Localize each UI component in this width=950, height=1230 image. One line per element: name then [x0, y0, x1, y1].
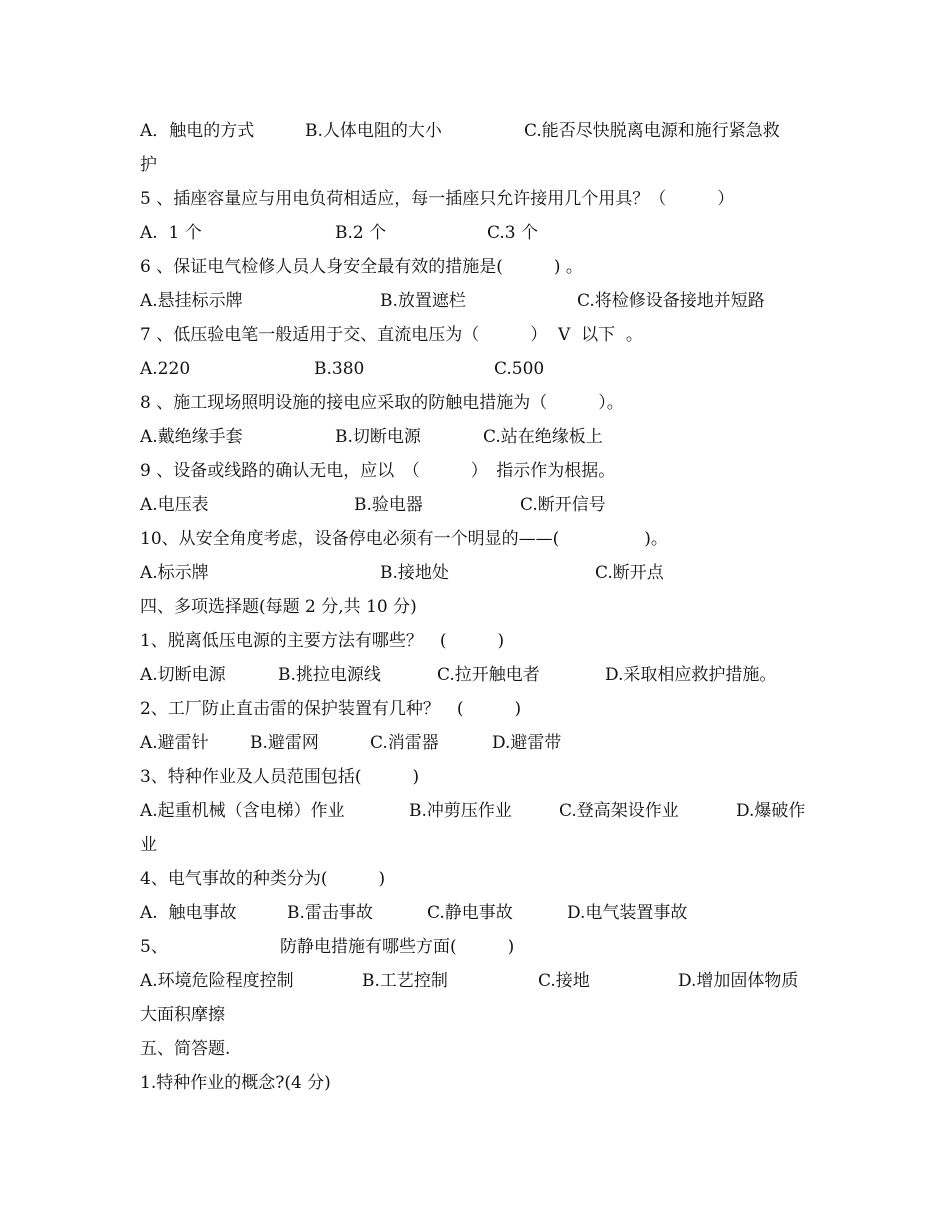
option-line	[140, 488, 820, 522]
option-c: C.拉开触电者	[437, 665, 540, 685]
question-mc-2: 2、工厂防止直击雷的保护装置有几种？ ( )	[140, 699, 522, 719]
option-a: A.电压表	[140, 495, 209, 515]
option-a: A. 触电事故	[140, 903, 237, 923]
option-line	[140, 726, 820, 760]
option-a: A.戴绝缘手套	[140, 427, 243, 447]
question-8: 8 、施工现场照明设施的接电应采取的防触电措施为（ ）。	[140, 393, 624, 413]
option-d: D.增加固体物质	[678, 971, 799, 991]
option-a: A.220	[140, 359, 191, 379]
option-c: C.断开点	[595, 563, 664, 583]
option-c: C.登高架设作业	[559, 801, 679, 821]
question-mc-5	[140, 930, 820, 964]
option-line	[140, 352, 820, 386]
section-heading-multiple-choice: 四、多项选择题(每题 2 分,共 10 分)	[140, 597, 417, 617]
option-d: D.避雷带	[492, 733, 562, 753]
question-mc-3: 3、特种作业及人员范围包括( )	[140, 767, 420, 787]
question-5: 5 、插座容量应与用电负荷相适应，每一插座只允许接用几个用具？（ ）	[140, 189, 735, 209]
option-line	[140, 896, 820, 930]
option-c: C.接地	[538, 971, 590, 991]
option-b: B.切断电源	[335, 427, 421, 447]
option-b: B.人体电阻的大小	[305, 121, 442, 141]
question-6: 6 、保证电气检修人员人身安全最有效的措施是( ) 。	[140, 257, 583, 277]
option-b: B.雷击事故	[287, 903, 373, 923]
option-continuation: 业	[140, 835, 157, 855]
option-line	[140, 964, 820, 998]
question-9: 9 、设备或线路的确认无电，应以 （ ） 指示作为根据。	[140, 461, 616, 481]
option-a: A.切断电源	[140, 665, 226, 685]
option-line	[140, 420, 820, 454]
option-continuation: 护	[140, 155, 157, 175]
option-line	[140, 556, 820, 590]
option-line	[140, 794, 820, 828]
section-heading-short-answer: 五、简答题.	[140, 1039, 231, 1059]
option-a: A.标示牌	[140, 563, 209, 583]
option-b: B.放置遮栏	[380, 291, 466, 311]
option-continuation: 大面积摩擦	[140, 1005, 225, 1025]
option-d: D.采取相应救护措施。	[605, 665, 777, 685]
option-c: C.消雷器	[370, 733, 439, 753]
option-line	[140, 114, 820, 148]
option-c: C.静电事故	[427, 903, 513, 923]
question-mc-4: 4、电气事故的种类分为( )	[140, 869, 386, 889]
option-a: A.避雷针	[140, 733, 209, 753]
option-c: C.断开信号	[520, 495, 606, 515]
exam-page	[140, 114, 820, 1100]
question-10: 10、从安全角度考虑，设备停电必须有一个明显的——( )。	[140, 529, 668, 549]
option-b: B.验电器	[354, 495, 423, 515]
option-a: A. 1 个	[140, 223, 202, 243]
option-d: D.爆破作	[736, 801, 806, 821]
option-b: B.工艺控制	[362, 971, 448, 991]
question-mc-1: 1、脱离低压电源的主要方法有哪些？ ( )	[140, 631, 505, 651]
option-line	[140, 284, 820, 318]
option-a: A.起重机械（含电梯）作业	[140, 801, 345, 821]
option-b: B.接地处	[380, 563, 449, 583]
option-d: D.电气装置事故	[567, 903, 688, 923]
option-c: C.能否尽快脱离电源和施行紧急救	[524, 121, 780, 141]
question-text: 防静电措施有哪些方面( )	[280, 937, 515, 957]
question-number: 5、	[140, 937, 168, 957]
option-c: C.500	[494, 359, 545, 379]
option-b: B.2 个	[335, 223, 387, 243]
option-line	[140, 658, 820, 692]
option-b: B.避雷网	[250, 733, 319, 753]
option-b: B.380	[314, 359, 365, 379]
option-c: C.3 个	[487, 223, 539, 243]
option-line	[140, 216, 820, 250]
option-b: B.挑拉电源线	[278, 665, 381, 685]
option-c: C.站在绝缘板上	[483, 427, 603, 447]
option-a: A.环境危险程度控制	[140, 971, 294, 991]
question-sa-1: 1.特种作业的概念?(4 分)	[140, 1073, 331, 1093]
option-a: A.悬挂标示牌	[140, 291, 243, 311]
question-7: 7 、低压验电笔一般适用于交、直流电压为（ ） V 以下 。	[140, 325, 643, 345]
option-b: B.冲剪压作业	[409, 801, 512, 821]
option-a: A．触电的方式	[140, 121, 255, 141]
option-c: C.将检修设备接地并短路	[577, 291, 765, 311]
